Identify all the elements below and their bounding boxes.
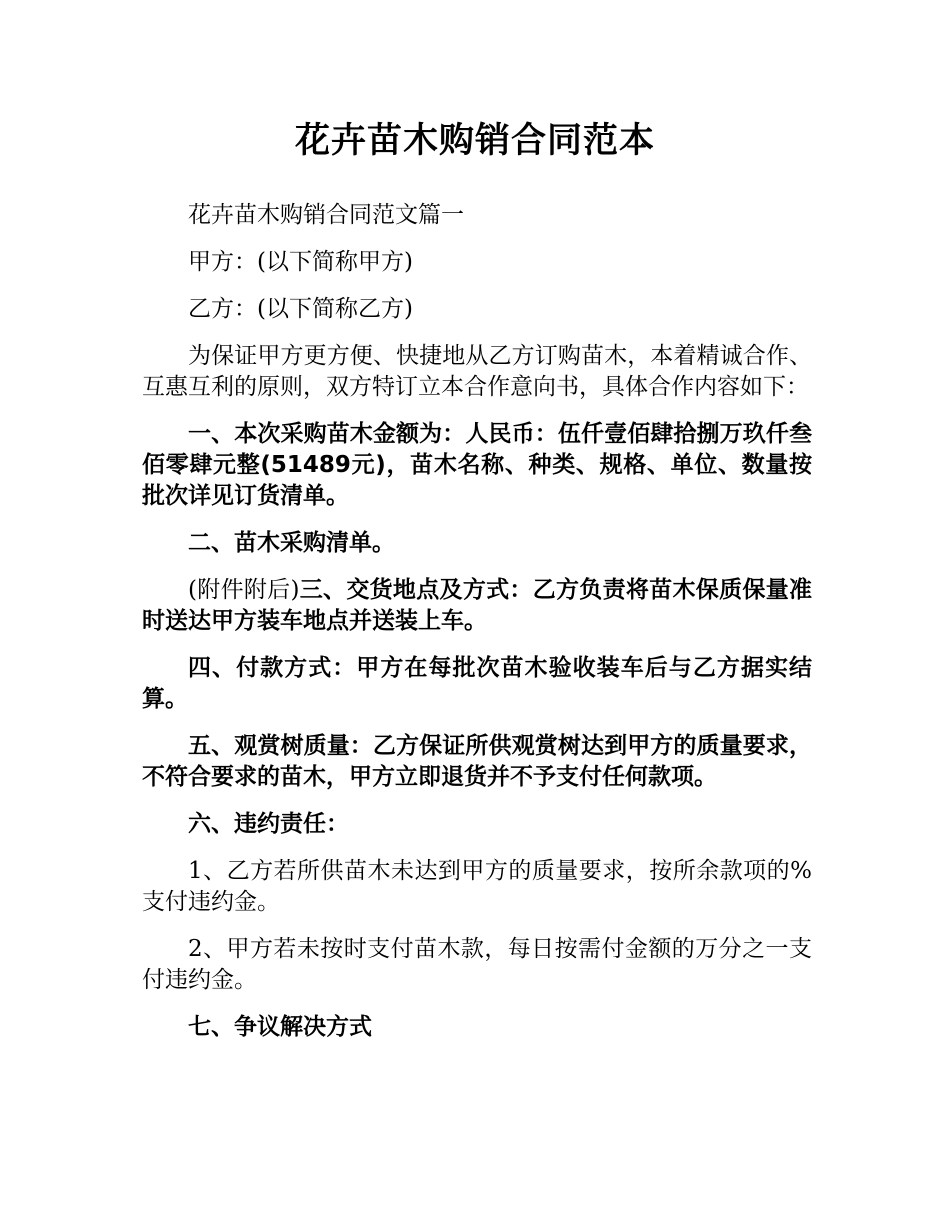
paragraph-clause-7: 七、争议解决方式: [188, 1014, 372, 1040]
attachment-note: (附件附后): [188, 577, 300, 603]
paragraph-subtitle: 花卉苗木购销合同范文篇一: [188, 202, 464, 228]
paragraph-clause-6: 六、违约责任：: [188, 811, 349, 837]
page-title: 花卉苗木购销合同范本: [294, 121, 655, 161]
paragraph-party-b: 乙方：(以下简称乙方): [188, 296, 413, 322]
paragraph-clause-3: [142, 575, 812, 637]
document-body: [142, 200, 812, 1059]
paragraph-clause-6-2: 2、甲方若未按时支付苗木款，每日按需付金额的万分之一支付违约金。: [142, 936, 812, 993]
paragraph-clause-5: 五、观赏树质量：乙方保证所供观赏树达到甲方的质量要求，不符合要求的苗木，甲方立即退货并不予支付任何款项。: [142, 733, 812, 790]
paragraph-clause-1: 一、本次采购苗木金额为：人民币：伍仟壹佰肆拾捌万玖仟叁佰零肆元整(51489元)，苗木名称、种类、规格、单位、数量按批次详见订货清单。: [142, 421, 812, 509]
paragraph-clause-6-1: 1、乙方若所供苗木未达到甲方的质量要求，按所余款项的%支付违约金。: [142, 858, 812, 915]
paragraph-clause-4: 四、付款方式：甲方在每批次苗木验收装车后与乙方据实结算。: [142, 655, 812, 712]
paragraph-clause-2: 二、苗木采购清单。: [188, 530, 395, 556]
paragraph-intro: 为保证甲方更方便、快捷地从乙方订购苗木，本着精诚合作、互惠互利的原则，双方特订立本合作意向书，具体合作内容如下：: [142, 343, 812, 400]
paragraph-party-a: 甲方：(以下简称甲方): [188, 249, 413, 275]
clause-3-text: 三、交货地点及方式：乙方负责将苗木保质保量准时送达甲方装车地点并送装上车。: [142, 577, 812, 634]
